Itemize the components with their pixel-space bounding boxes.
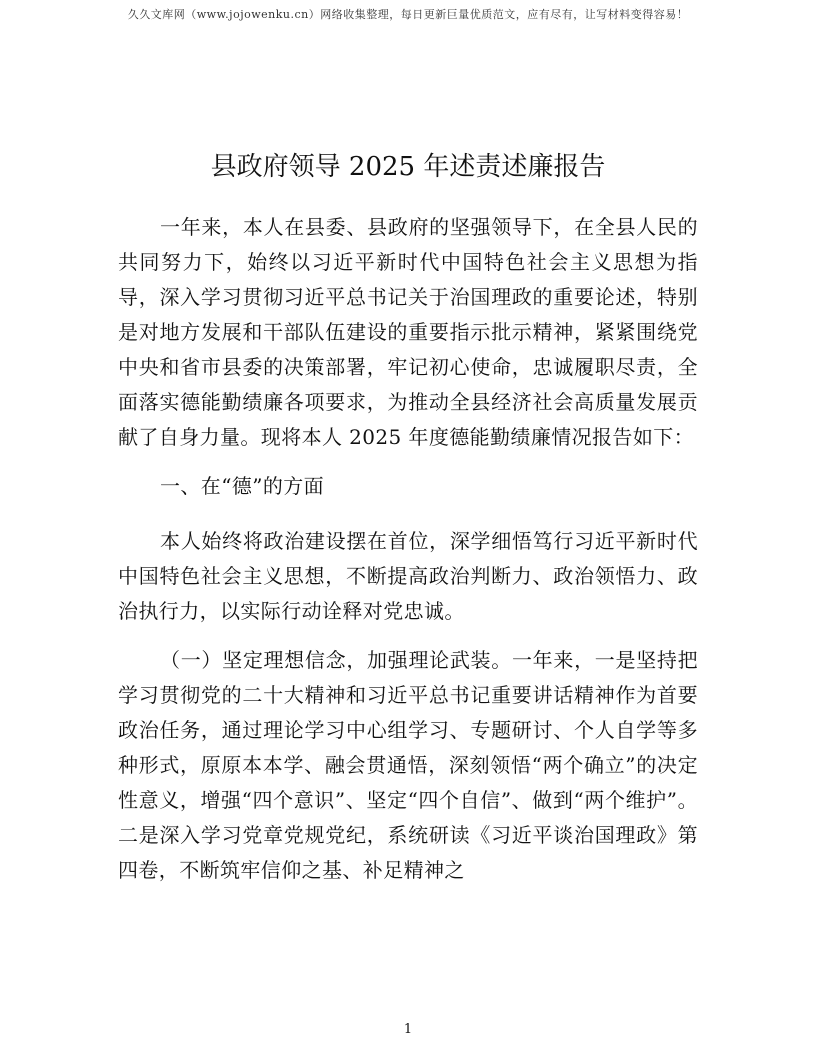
page-number: 1: [403, 1022, 413, 1037]
intro-paragraph: 一年来，本人在县委、县政府的坚强领导下，在全县人民的共同努力下，始终以习近平新时代中国特色社会主义思想为指导，深入学习贯彻习近平总书记关于治国理政的重要论述，特别是对地方发展和干部队伍建设的重要指示批示精神，紧紧围绕党中央和省市县委的决策部署，牢记初心使命，忠诚履职尽责，全面落实德能勤绩廉各项要求，为推动全县经济社会高质量发展贡献了自身力量。现将本人 2025 年度德能勤绩廉情况报告如下：: [118, 215, 698, 449]
document-body: [118, 210, 698, 902]
section-heading-de: 一、在“德”的方面: [160, 474, 325, 498]
section-intro-paragraph: 本人始终将政治建设摆在首位，深学细悟笃行习近平新时代中国特色社会主义思想，不断提高政治判断力、政治领悟力、政治执行力，以实际行动诠释对党忠诚。: [118, 529, 698, 623]
document-title: 县政府领导 2025 年述责述廉报告: [210, 152, 606, 182]
header-watermark-note: 久久文库网（www.jojowenku.cn）网络收集整理，每日更新巨量优质范文，应有尽有，让写材料变得容易！: [127, 8, 689, 21]
subsection-paragraph: （一）坚定理想信念，加强理论武装。一年来，一是坚持把学习贯彻党的二十大精神和习近平总书记重要讲话精神作为首要政治任务，通过理论学习中心组学习、专题研讨、个人自学等多种形式，原原本本学、融会贯通悟，深刻领悟“两个确立”的决定性意义，增强“四个意识”、坚定“四个自信”、做到“两个维护”。二是深入学习党章党规党纪，系统研读《习近平谈治国理政》第四卷，不断筑牢信仰之基、补足精神之: [118, 648, 698, 882]
